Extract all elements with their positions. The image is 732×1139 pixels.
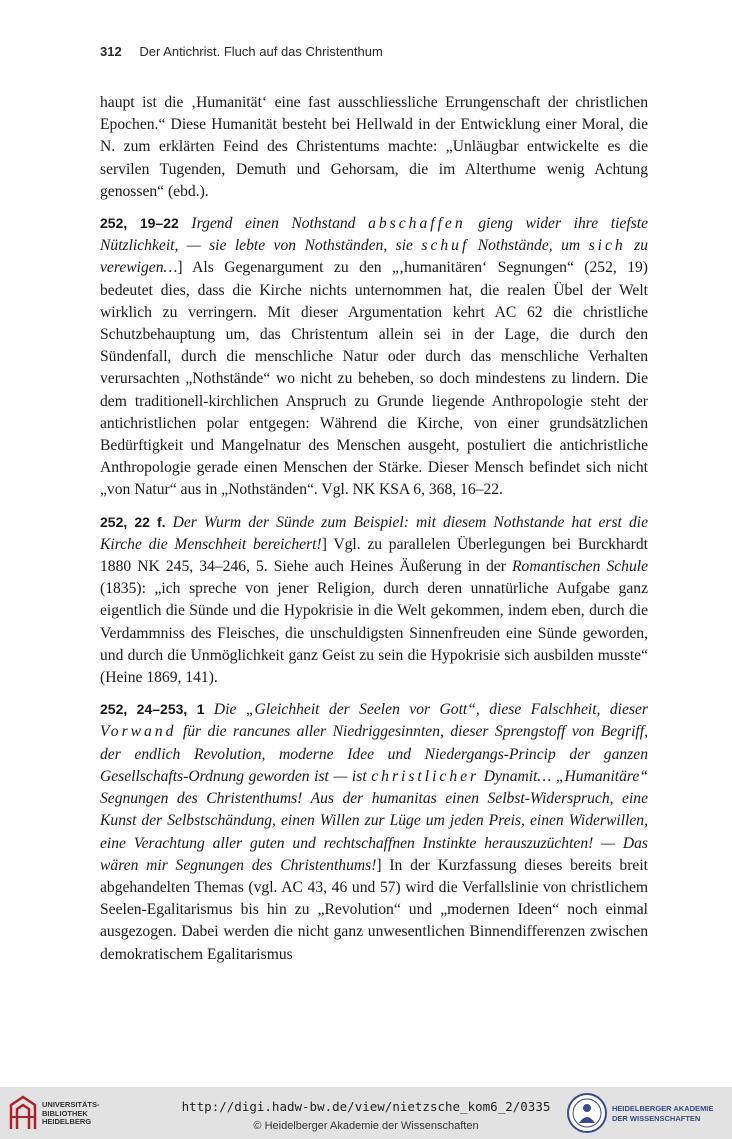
paragraph-1-text: haupt ist die ‚Humanität‘ eine fast ausschliessliche Errungenschaft der christlichen Epochen.“ Diese Humanität besteht bei Hellwald in der Entwicklung einer Moral, die N. zum erklärten Feind des Christentums machte: „Unläugbar entwickelte es die servilen Tugenden, Demuth und Gehorsam, die im Alterthume wenig Achtung genossen“ (ebd.). — [100, 94, 648, 200]
quoted-lemma: Irgend einen Nothstand — [178, 215, 369, 233]
academy-seal-icon — [566, 1092, 608, 1134]
copyright-notice: © Heidelberger Akademie der Wissenschaften — [253, 1120, 479, 1132]
library-logo-text: UNIVERSITÄTS- BIBLIOTHEK HEIDELBERG — [42, 1100, 100, 1126]
quoted-lemma: Dynamit… „Humanitäre“ Segnungen des Christenthums! Aus der humanitas einen Selbst-Widerspruch, eine Kunst der Selbstschändung, einen Willen zur Lüge um jeden Preis, einen Widerwillen, eine Verachtung aller guten und rechtschaffnen Instinkte herauszuzüchten! — Das wären mir Segnungen des Christenthums! — [100, 767, 648, 874]
commentary-text: ] In der Kurzfassung dieses bereits breit abgehandelten Themas (vgl. AC 43, 46 und 57) wird die Verfallslinie von christlichem Seelen-Egalitarismus bis hin zu „Revolution“ und „modernen Ideen“ noch einmal ausgezogen. Dabei werden die nicht ganz unwesentlichen Binnendifferenzen zwischen demokratischem Egalitarismus — [100, 856, 648, 963]
quoted-lemma: für die rancunes aller Niedriggesinnten, dieser Sprengstoff von Begriff, der endlich Revolution, moderne Idee und Niedergangs-Princip der ganzen Gesellschafts-Ordnung geworden ist — ist — [100, 723, 648, 785]
academy-logo[interactable] — [566, 1092, 732, 1136]
spaced-emphasis: sich — [588, 237, 626, 255]
commentary-text: ] Vgl. zu parallelen Überlegungen bei Burckhardt 1880 NK 245, 34–246, 5. Siehe auch Heines Äußerung in der — [100, 535, 648, 576]
spaced-emphasis: schuf — [421, 237, 470, 255]
commentary-body — [100, 92, 648, 975]
footer-bar — [0, 1087, 732, 1139]
spaced-emphasis: Vorwand — [100, 723, 177, 741]
spaced-emphasis: abschaffen — [368, 215, 466, 233]
quoted-lemma: Die „Gleichheit der Seelen vor Gott“, diese Falschheit, dieser — [204, 701, 648, 719]
academy-logo-text: HEIDELBERGER AKADEMIE DER WISSENSCHAFTEN — [612, 1104, 714, 1123]
quoted-lemma: Nothstände, um — [469, 237, 589, 255]
page-number: 312 — [100, 44, 122, 59]
commentary-text: ] Als Gegenargument zu den „‚humanitären‘ Segnungen“ (252, 19) bedeutet dies, dass die Kirche nichts unternommen hat, die realen Übel der Welt wirklich zu verringern. Mit dieser Argumentation kehrt AC 62 die christliche Schutzbehauptung um, das Christentum allein sei in der Lage, die durch den Sündenfall, durch die menschliche Natur oder durch das menschliche Verhalten verursachten „Nothstände“ wo nicht zu beheben, so doch mindestens zu lindern. Die dem traditionell-kirchlichen Anspruch zu Grunde liegende Anthropologie steht der antichristlichen polar entgegen: Während die Kirche, von einer grundsätzlichen Bedürftigkeit und Mangelnatur des Menschen ausgeht, postuliert die antichristliche Anthropologie gerade einen Menschen der Stärke. Dieser Mensch befindet sich nicht „von Natur“ aus in „Nothständen“. Vgl. NK KSA 6, 368, 16–22. — [100, 259, 648, 499]
running-header — [100, 44, 660, 64]
quoted-lemma: zu verewigen… — [100, 237, 648, 277]
paragraph-1 — [100, 92, 648, 203]
paragraph-3 — [100, 511, 648, 690]
spaced-emphasis: christlicher — [371, 767, 480, 785]
paragraph-4 — [100, 698, 648, 965]
lemma-reference: 252, 19–22 — [100, 215, 179, 232]
lemma-reference: 252, 24–253, 1 — [100, 701, 205, 718]
commentary-text: (1835): „ich spreche von jener Religion, durch deren unnatürliche Aufgabe ganz eigentlich die Sünde und die Hypokrisie in die Welt gekommen, indem eben, durch die Verdammniss des Fleisches, die unschuldigsten Sinnenfreuden eine Sünde geworden, und durch die Unmöglichkeit ganz Geist zu sein die Hypokrisie sich ausbilden musste“ (Heine 1869, 141). — [100, 580, 648, 687]
quoted-lemma: gieng wider ihre tiefste Nützlichkeit, — sie lebte von Nothständen, sie — [100, 215, 648, 255]
lemma-reference: 252, 22 f. — [100, 513, 166, 530]
work-title: Romantischen Schule — [512, 558, 649, 576]
permalink-url[interactable]: http://digi.hadw-bw.de/view/nietzsche_kom6_2/0335 — [181, 1099, 551, 1114]
quoted-lemma: Der Wurm der Sünde zum Beispiel: mit diesem Nothstande hat erst die Kirche die Menschheit bereichert! — [100, 513, 648, 553]
paragraph-2 — [100, 212, 648, 502]
running-title: Der Antichrist. Fluch auf das Christenthum — [139, 44, 383, 59]
